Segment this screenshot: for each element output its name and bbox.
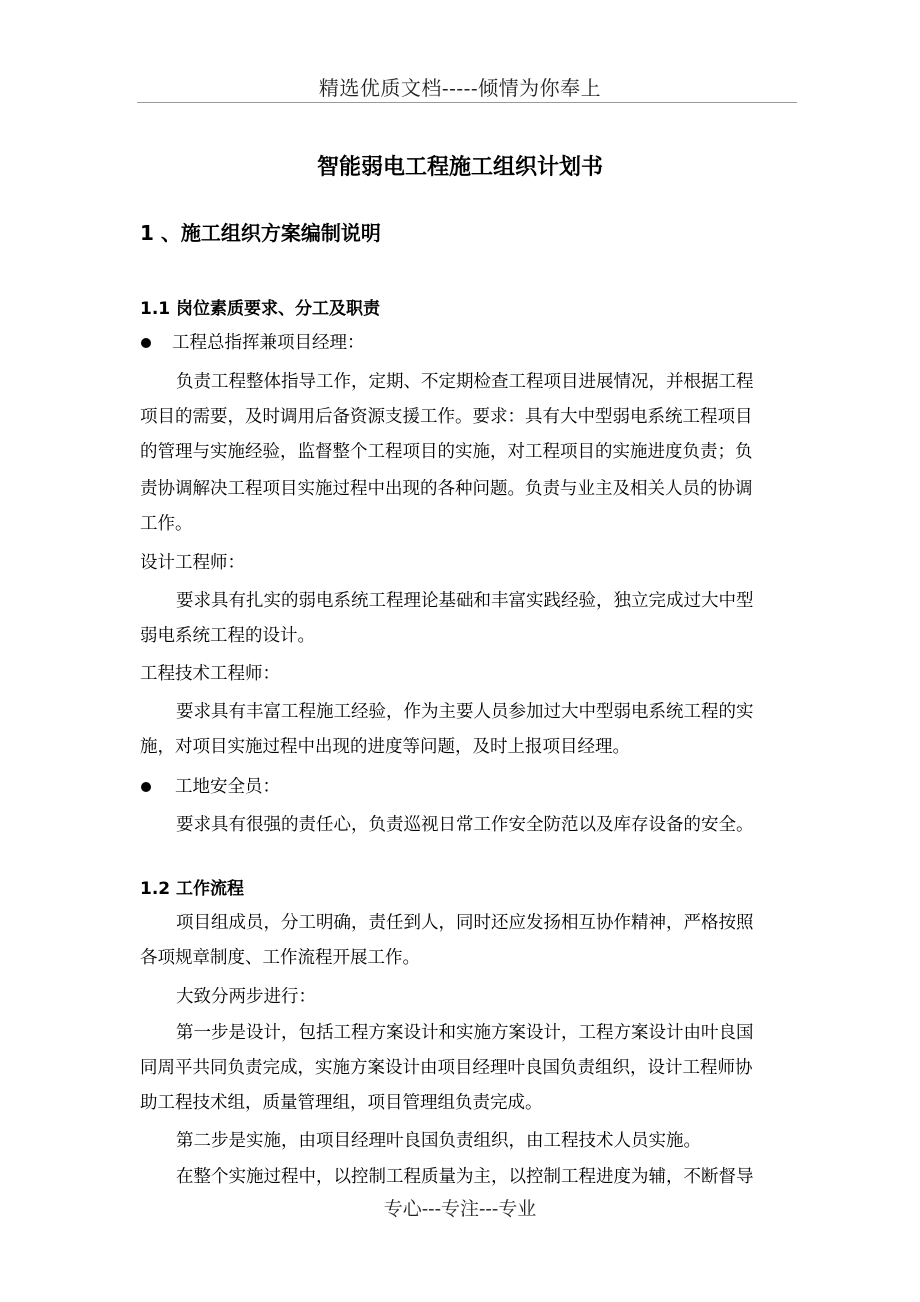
paragraph-line: 要求具有丰富工程施工经验，作为主要人员参加过大中型弱电系统工程的实 (176, 702, 754, 722)
page-footer: 专心---专注---专业 (383, 1198, 537, 1220)
paragraph-line: 在整个实施过程中，以控制工程质量为主，以控制工程进度为辅，不断督导 (176, 1167, 754, 1187)
paragraph-line: 工作。 (140, 514, 193, 534)
section-heading-1: 1 、施工组织方案编制说明 (140, 221, 381, 245)
paragraph-line: 弱电系统工程的设计。 (140, 626, 315, 646)
paragraph-line: 大致分两步进行： (176, 987, 316, 1007)
paragraph-line: 负责工程整体指导工作，定期、不定期检查工程项目进展情况，并根据工程 (176, 372, 754, 392)
role-label-project-manager: 工程总指挥兼项目经理： (172, 333, 365, 353)
paragraph-line: 的管理与实施经验，监督整个工程项目的实施，对工程项目的实施进度负责；负 (140, 442, 753, 462)
paragraph-line: 各项规章制度、工作流程开展工作。 (140, 948, 420, 968)
bullet-icon (141, 338, 151, 348)
page-header: 精选优质文档-----倾情为你奉上 (318, 76, 602, 100)
paragraph-line: 项目的需要，及时调用后备资源支援工作。要求：具有大中型弱电系统工程项目 (140, 407, 753, 427)
role-label-tech-engineer: 工程技术工程师： (140, 664, 280, 684)
subsection-heading-1-1: 1.1 岗位素质要求、分工及职责 (140, 299, 381, 319)
role-label-design-engineer: 设计工程师： (140, 553, 245, 573)
paragraph-line: 同周平共同负责完成，实施方案设计由项目经理叶良国负责组织，设计工程师协 (140, 1058, 753, 1078)
paragraph-line: 施，对项目实施过程中出现的进度等问题，及时上报项目经理。 (140, 737, 630, 757)
role-label-safety-officer: 工地安全员： (175, 777, 280, 797)
paragraph-line: 助工程技术组，质量管理组，项目管理组负责完成。 (140, 1093, 543, 1113)
paragraph-line: 第一步是设计，包括工程方案设计和实施方案设计，工程方案设计由叶良国 (176, 1023, 754, 1043)
paragraph-line: 项目组成员，分工明确，责任到人，同时还应发扬相互协作精神，严格按照 (176, 913, 754, 933)
paragraph-line: 责协调解决工程项目实施过程中出现的各种问题。负责与业主及相关人员的协调 (140, 479, 753, 499)
paragraph-line: 要求具有扎实的弱电系统工程理论基础和丰富实践经验，独立完成过大中型 (176, 591, 754, 611)
paragraph-line: 第二步是实施，由项目经理叶良国负责组织，由工程技术人员实施。 (176, 1131, 701, 1151)
paragraph-line: 要求具有很强的责任心，负责巡视日常工作安全防范以及库存设备的安全。 (176, 815, 754, 835)
header-rule (137, 102, 797, 103)
bullet-icon (141, 782, 151, 792)
subsection-heading-1-2: 1.2 工作流程 (140, 879, 245, 899)
document-title: 智能弱电工程施工组织计划书 (316, 155, 603, 180)
